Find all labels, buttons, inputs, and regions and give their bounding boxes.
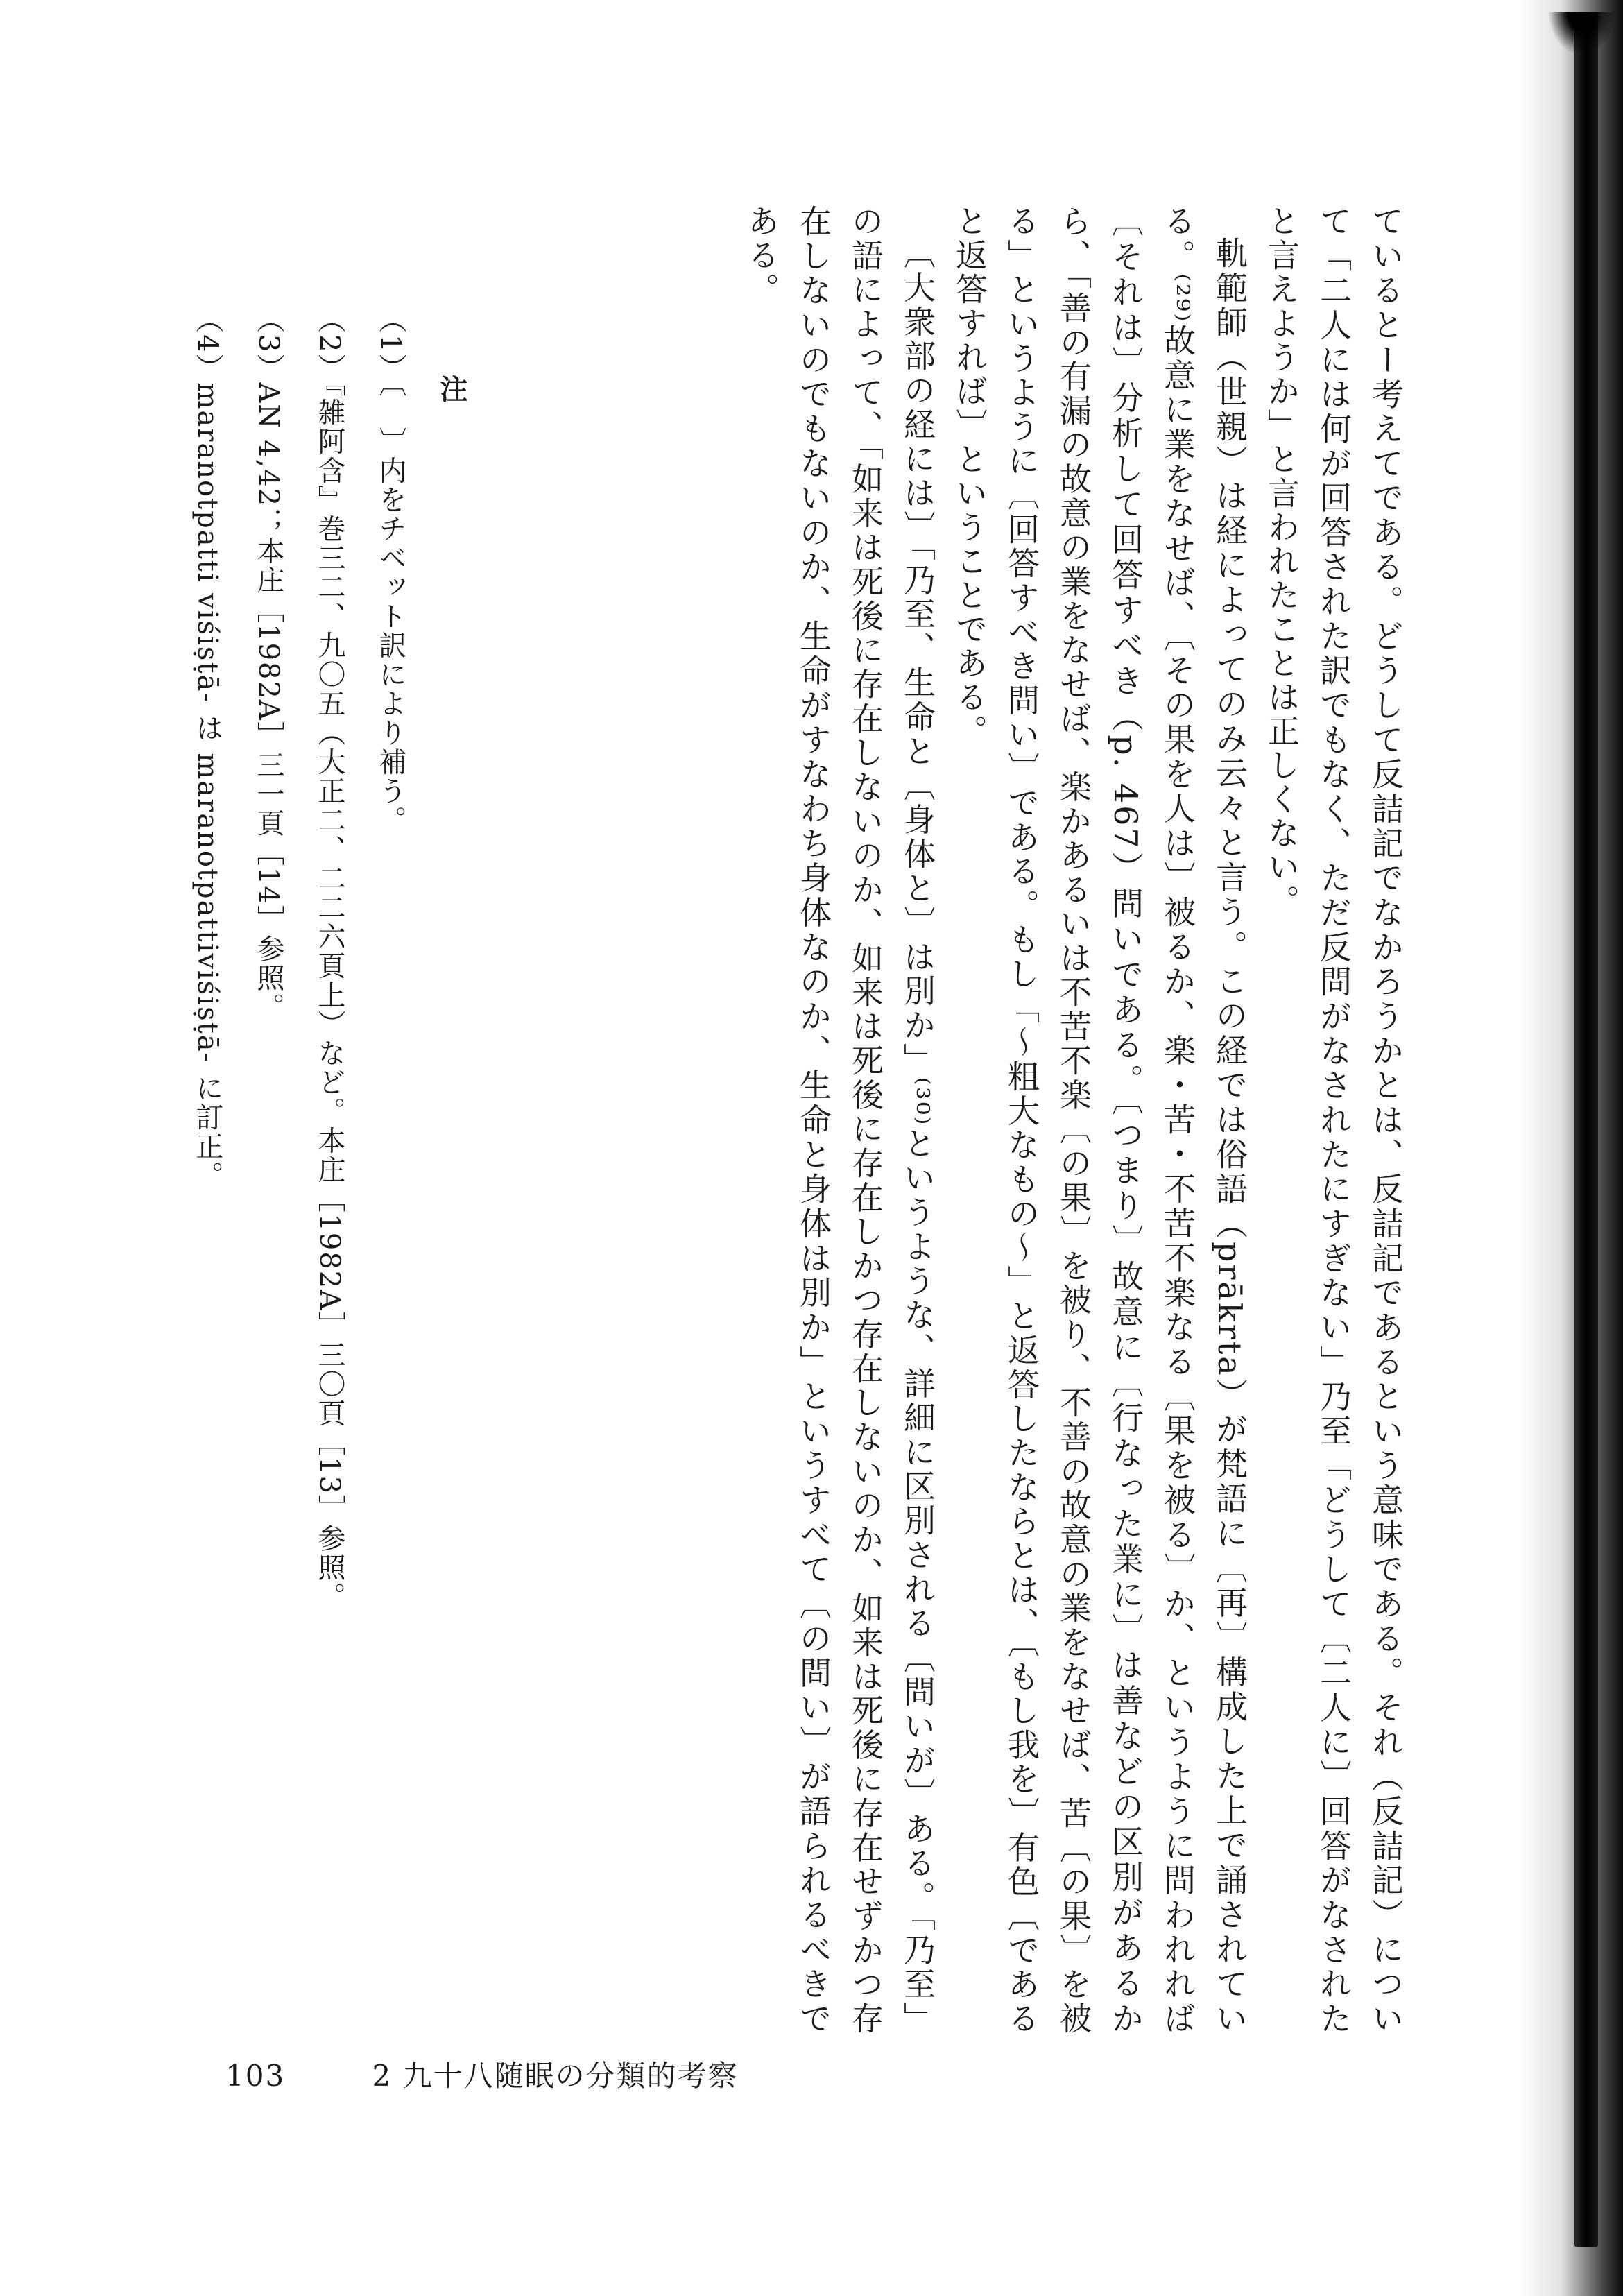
note-item: （1）〔 〕内をチベット訳により補う。 <box>375 305 406 835</box>
running-title: 2 九十八随眠の分類的考察 <box>372 2059 739 2093</box>
binding-shadow <box>1519 0 1623 2296</box>
paragraph: ているとー考えてである。どうして反詰記でなかろうかとは、反詰記であるという意味である。それ（反詰記）について「二人には何が回答された訳でもなく、ただ反問がなされたにすぎない」乃至「どうして〔二人に〕回答がなされたと言えようか」と言われたことは正しくない。 <box>1263 205 1405 2036</box>
notes-heading: 注 <box>436 375 467 404</box>
paragraph: 軌範師（世親）は経によってのみ云々と言う。この経では俗語（prākrta）が梵語に〔再〕構成した上で誦されている。⁽²⁹⁾故意に業をなせば、〔その果を人は〕被るか、楽・苦・不苦不楽なる〔果を被る〕か、というように問われれば〔それは〕分析して回答すべき（p. 467）問いである。〔つまり〕故意に〔行なった業に〕は善などの区別があるから、「善の有漏の故意の業をなせば、楽かあるいは不苦不楽〔の果〕を被り、不善の故意の業をなせば、苦〔の果〕を被る」というように〔回答すべき問い〕である。もし「～粗大なもの～」と返答したならとは、〔もし我を〕有色〔であると返答すれば〕ということである。 <box>951 205 1248 2037</box>
note-item: （3）AN 4,42；本庄［1982A］三一頁［14］参照。 <box>252 305 284 1022</box>
note-item: （4）maranotpatti viśiṣṭā- は maranotpattiviśiṣṭā- に訂正。 <box>191 305 223 1190</box>
page-number: 103 <box>225 2059 286 2093</box>
page-footer <box>225 2053 739 2095</box>
binding-cap <box>1549 12 1615 54</box>
note-item: （2）『雑阿含』巻三二、九〇五（大正二、二二六頁上）など。本庄［1982A］三〇頁［13］参照。 <box>314 305 345 1612</box>
paragraph: 〔大衆部の経には〕「乃至、生命と〔身体と〕は別か」⁽³⁰⁾というような、詳細に区別される〔問いが〕ある。「乃至」の語によって、「如来は死後に存在しないのか、如来は死後に存在しかつ存在しないのか、如来は死後に存在せずかつ存在しないのでもないのか、生命がすなわち身体なのか、生命と身体は別か」というすべて〔の問い〕が語られるべきである。 <box>743 205 936 2037</box>
notes-section <box>191 305 482 1693</box>
binding-spine <box>1574 14 1598 2247</box>
main-text <box>649 205 1411 2036</box>
